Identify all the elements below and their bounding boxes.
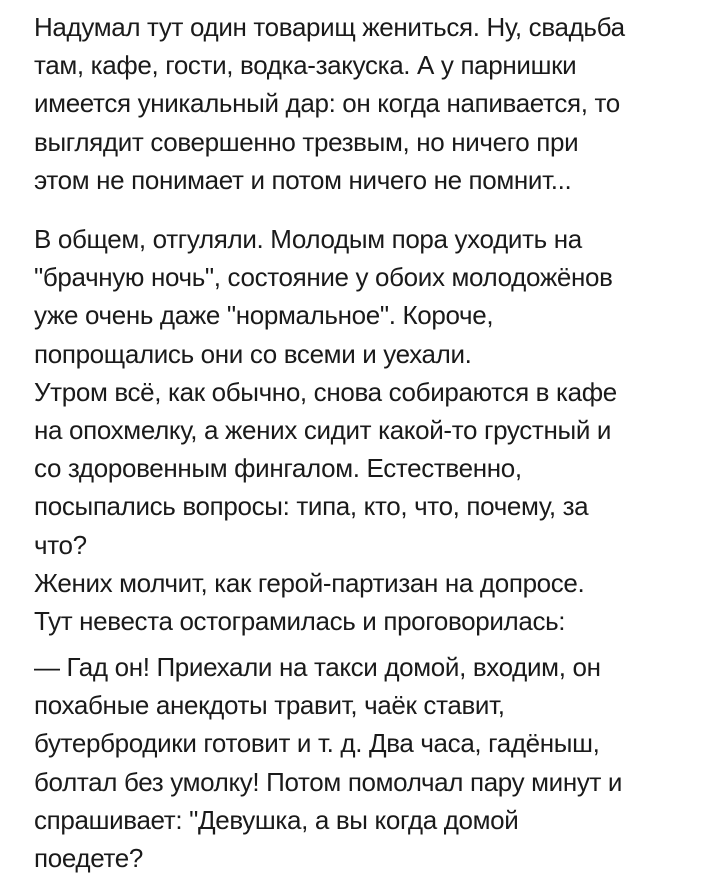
text-line: выглядит совершенно трезвым, но ничего при — [34, 126, 579, 157]
text-line: там, кафе, гости, водка-закуска. А у парнишки — [34, 50, 577, 81]
text-line: уже очень даже "нормальное". Короче, — [34, 300, 494, 331]
text-line: Утром всё, как обычно, снова собираются в кафе — [34, 376, 617, 407]
text-line: похабные анекдоты травит, чаёк ставит, — [34, 690, 505, 721]
text-line: имеется уникальный дар: он когда напивается, то — [34, 88, 620, 119]
text-line: со здоровенным фингалом. Естественно, — [34, 453, 522, 484]
paragraph-punchline — [34, 648, 694, 877]
text-line: В общем, отгуляли. Молодым пора уходить на — [34, 224, 582, 254]
text-line: что? — [34, 529, 87, 560]
text-line: посыпались вопросы: типа, кто, что, почему, за — [34, 491, 589, 522]
text-line: поедете? — [34, 843, 143, 874]
paragraph-story — [34, 220, 694, 640]
paragraph-intro — [34, 8, 694, 199]
text-line: болтал без умолку! Потом помолчал пару минут и — [34, 766, 623, 797]
text-line: Надумал тут один товарищ жениться. Ну, свадьба — [34, 12, 625, 42]
text-line: Тут невеста остограмилась и проговорилась: — [34, 606, 566, 637]
text-line: этом не понимает и потом ничего не помнит... — [34, 164, 572, 195]
text-line: "брачную ночь", состояние у обоих молодожёнов — [34, 262, 613, 293]
text-line: спрашивает: "Девушка, а вы когда домой — [34, 804, 519, 835]
text-line: бутербродики готовит и т. д. Два часа, гадёныш, — [34, 728, 600, 759]
text-line: Жених молчит, как герой-партизан на допросе. — [34, 567, 585, 598]
text-line: попрощались они со всеми и уехали. — [34, 338, 472, 369]
text-line: на опохмелку, а жених сидит какой-то грустный и — [34, 415, 612, 446]
text-line: — Гад он! Приехали на такси домой, входим, он — [34, 652, 601, 682]
